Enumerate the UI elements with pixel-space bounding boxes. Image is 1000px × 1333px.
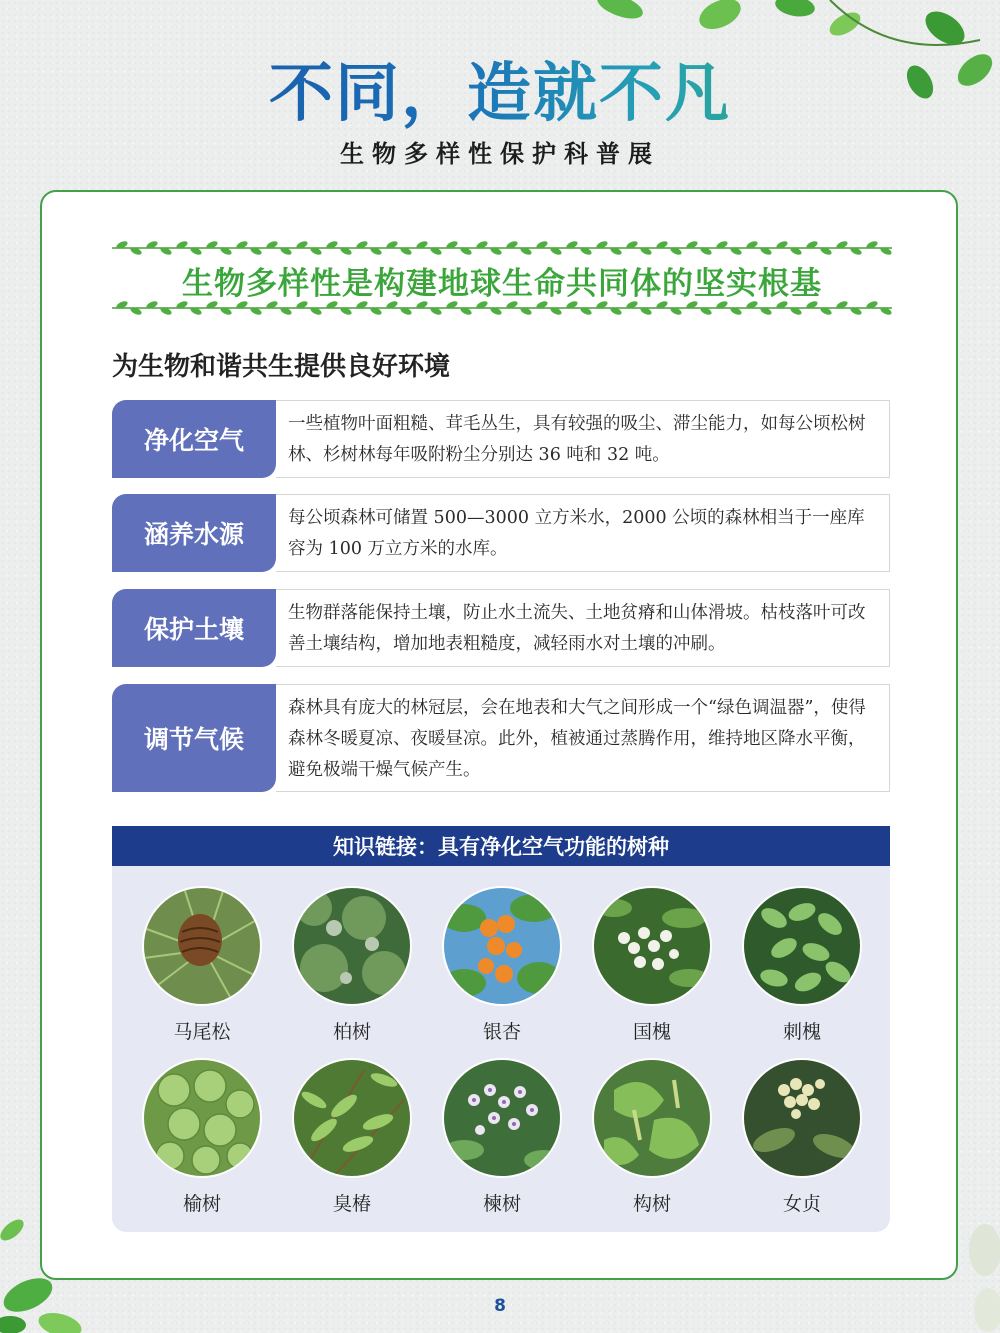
- content-panel: [40, 190, 958, 1280]
- tree-name: 女贞: [782, 1193, 821, 1215]
- item-label: 保护土壤: [112, 589, 276, 667]
- section-heading: 为生物和谐共生提供良好环境: [112, 352, 451, 382]
- page-title: 不同，造就不凡: [0, 42, 1000, 134]
- section-banner: [112, 240, 892, 320]
- tree-name: 银杏: [482, 1021, 521, 1043]
- paper-mulberry-icon: [594, 1060, 710, 1176]
- tree-card: [292, 888, 412, 1044]
- tree-card: [742, 888, 862, 1044]
- item-description: 森林具有庞大的林冠层，会在地表和大气之间形成一个“绿色调温器”，使得森林冬暖夏凉、夜暖昼凉。此外，植被通过蒸腾作用，维持地区降水平衡，避免极端干燥气候产生。: [276, 684, 890, 792]
- item-label: 净化空气: [112, 400, 276, 478]
- page-subtitle: 生物多样性保护科普展: [340, 140, 660, 168]
- tree-card: [142, 888, 262, 1044]
- cypress-icon: [294, 888, 410, 1004]
- page-number: 8: [494, 1296, 506, 1316]
- banner-title: 生物多样性是构建地球生命共同体的坚实根基: [182, 266, 822, 302]
- pagoda-tree-flower-icon: [594, 888, 710, 1004]
- tree-name: 刺槐: [782, 1021, 821, 1043]
- pine-cone-icon: [144, 888, 260, 1004]
- tree-name: 楝树: [482, 1193, 521, 1215]
- item-protect-soil: [112, 589, 890, 667]
- ginkgo-fruit-icon: [444, 888, 560, 1004]
- item-label: 调节气候: [112, 684, 276, 792]
- ailanthus-leaf-icon: [294, 1060, 410, 1176]
- tree-card: [592, 1060, 712, 1216]
- privet-flower-icon: [744, 1060, 860, 1176]
- tree-name: 构树: [632, 1193, 671, 1215]
- knowledge-section: [112, 826, 890, 1232]
- tree-name: 柏树: [332, 1021, 371, 1043]
- tree-card: [442, 1060, 562, 1216]
- item-description: 生物群落能保持土壤，防止水土流失、土地贫瘠和山体滑坡。枯枝落叶可改善土壤结构，增加地表粗糙度，减轻雨水对土壤的冲刷。: [276, 589, 890, 667]
- item-label: 涵养水源: [112, 494, 276, 572]
- tree-name: 榆树: [182, 1193, 221, 1215]
- tree-card: [292, 1060, 412, 1216]
- item-description: 每公顷森林可储置 500—3000 立方米水，2000 公顷的森林相当于一座库容为 100 万立方米的水库。: [276, 494, 890, 572]
- tree-card: [592, 888, 712, 1044]
- vine-border-top-icon: [112, 240, 892, 256]
- vine-border-bottom-icon: [112, 300, 892, 316]
- locust-leaf-icon: [744, 888, 860, 1004]
- tree-name: 臭椿: [332, 1193, 371, 1215]
- tree-card: [442, 888, 562, 1044]
- tree-card: [142, 1060, 262, 1216]
- chinaberry-flower-icon: [444, 1060, 560, 1176]
- item-regulate-climate: [112, 684, 890, 792]
- item-purify-air: [112, 400, 890, 478]
- elm-seed-icon: [144, 1060, 260, 1176]
- knowledge-title: 知识链接：具有净化空气功能的树种: [112, 826, 890, 866]
- tree-card: [742, 1060, 862, 1216]
- tree-name: 马尾松: [173, 1021, 231, 1043]
- item-description: 一些植物叶面粗糙、茸毛丛生，具有较强的吸尘、滞尘能力，如每公顷松树林、杉树林每年吸附粉尘分别达 36 吨和 32 吨。: [276, 400, 890, 478]
- item-conserve-water: [112, 494, 890, 572]
- tree-name: 国槐: [632, 1021, 671, 1043]
